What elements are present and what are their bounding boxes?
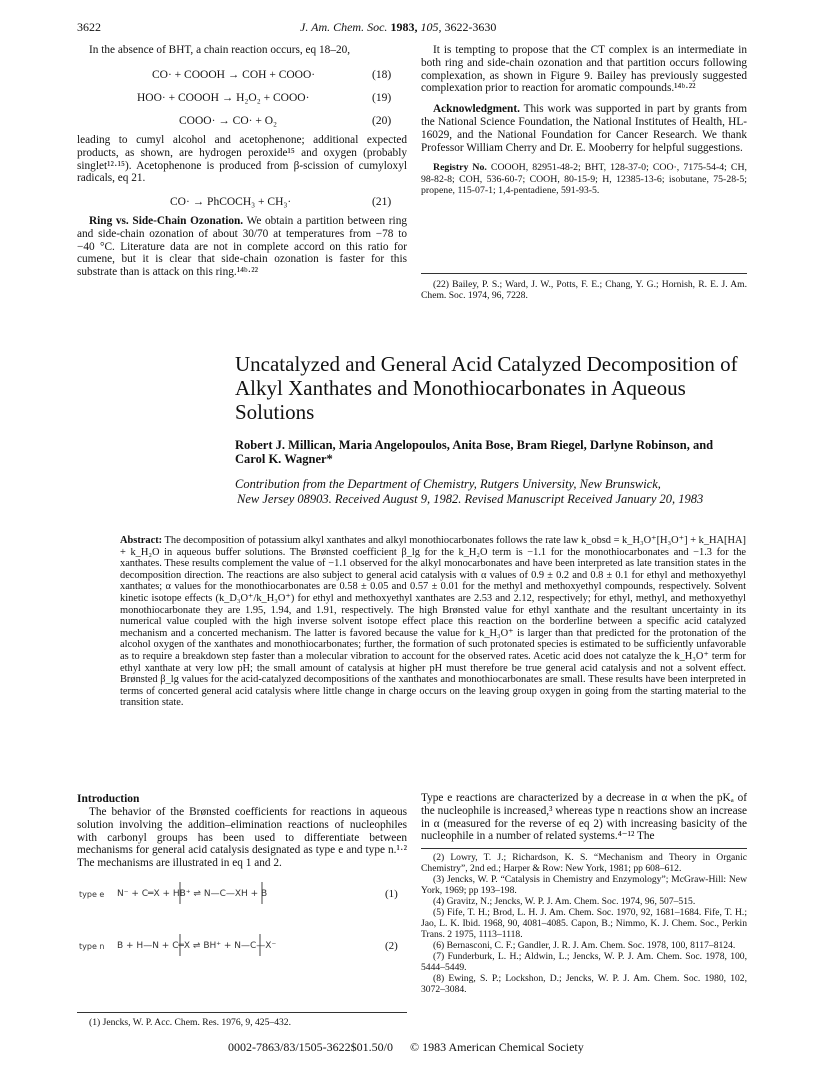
equation-number-21: (21) bbox=[372, 196, 392, 208]
reference-3: (3) Jencks, W. P. “Catalysis in Chemistry and Enzymology”; McGraw-Hill: New York, 1969; pp 193–198. bbox=[421, 874, 747, 896]
reference-1 bbox=[77, 1017, 407, 1028]
registry-body: COOOH, 82951-48-2; BHT, 128-37-0; COO·, 7175-54-4; CH, 98-82-8; COH, 536-60-7; COOH, 80-15-9; H, 12385-13-6; isobutane, 75-28-5; propene, 115-07-1; 1,4-pentadiene, 591-93-5. bbox=[421, 162, 747, 196]
left-column-top bbox=[77, 44, 407, 57]
reference-22 bbox=[421, 279, 747, 301]
reference-4: (4) Gravitz, N.; Jencks, W. P. J. Am. Chem. Soc. 1974, 96, 507–515. bbox=[433, 896, 696, 907]
equation-number-18: (18) bbox=[372, 69, 392, 81]
footer-code: 0002-7863/83/1505-3622$01.50/0 bbox=[228, 1040, 393, 1054]
left-paragraph-3 bbox=[77, 215, 407, 279]
reference-2: (2) Lowry, T. J.; Richardson, K. S. “Mechanism and Theory in Organic Chemistry”, 2nd ed.; Harper & Row: New York, 1981; pp 608–612. bbox=[421, 852, 747, 874]
article-title: Uncatalyzed and General Acid Catalyzed Decomposition of Alkyl Xanthates and Monothiocarbonates in Aqueous Solutions bbox=[235, 352, 738, 424]
reference-22-text: (22) Bailey, P. S.; Ward, J. W., Potts, F. E.; Chang, Y. G.; Hornish, R. E. J. Am. Chem. Soc. 1974, 96, 7228. bbox=[421, 279, 747, 301]
intro-line: In the absence of BHT, a chain reaction occurs, eq 18–20, bbox=[89, 44, 351, 56]
registry-head: Registry No. bbox=[433, 162, 487, 174]
equation-number-20: (20) bbox=[372, 115, 392, 127]
paragraph-ring-vs-side-chain: We obtain a partition between ring and side-chain ozonation of about 30/70 at temperatures from −78 to −40 °C. Literature data are not in complete accord on this ratio for cumene, but it is clear that side-chain ozonation is faster for this substrate than is attack on this ring.¹⁴ᵇ·²² bbox=[77, 215, 407, 279]
footer bbox=[228, 1040, 584, 1055]
mechanism-scheme bbox=[77, 872, 407, 982]
equation-number-2: (2) bbox=[385, 940, 398, 952]
page-number: 3622 bbox=[77, 20, 101, 34]
introduction-right bbox=[421, 792, 747, 843]
references-2-8 bbox=[421, 852, 747, 995]
paragraph-products: leading to cumyl alcohol and acetophenone; additional expected products, as shown, are hydrogen peroxide¹⁵ and oxygen (probably singlet¹²·¹⁵). Acetophenone is produced from β-scission of cumyloxyl radicals, eq 21. bbox=[77, 134, 407, 185]
equation-19: HOO· + COOOH → H₂O₂ + COOO· bbox=[137, 92, 310, 104]
footnote-rule-right-2 bbox=[421, 848, 747, 849]
abstract-head: Abstract: bbox=[120, 535, 163, 546]
authors-line-2: Carol K. Wagner* bbox=[235, 452, 333, 466]
reference-6: (6) Bernasconi, C. F.; Gandler, J. R. J. Am. Chem. Soc. 1978, 100, 8117–8124. bbox=[433, 940, 736, 951]
introduction-paragraph: The behavior of the Brønsted coefficients for reactions in aqueous solution involving the addition–elimination reactions of nucleophiles with carbonyl groups has been used to differentiate between mechanisms for general acid catalysis designated as type e and type n.¹·² The mechanisms are illustrated in eq 1 and 2. bbox=[77, 806, 407, 870]
scheme-type-e-label: type e bbox=[79, 890, 105, 899]
right-column-top bbox=[421, 44, 747, 196]
affiliation-line-2: New Jersey 08903. Received August 9, 1982. Revised Manuscript Received January 20, 1983 bbox=[237, 491, 704, 506]
reference-1-text: (1) Jencks, W. P. Acc. Chem. Res. 1976, 9, 425–432. bbox=[89, 1017, 291, 1028]
footnote-rule-right bbox=[421, 273, 747, 274]
section-head-ring-vs-side-chain: Ring vs. Side-Chain Ozonation. bbox=[89, 215, 244, 227]
affiliation bbox=[235, 477, 765, 506]
equation-number-19: (19) bbox=[372, 92, 392, 104]
abstract-body: The decomposition of potassium alkyl xanthates and alkyl monothiocarbonates follows the rate law k_obsd = k_H₃O⁺[H₃O⁺] + k_HA[HA] + k_H₂O in aqueous buffer solutions. The Brønsted coefficient β_lg for the k_H₂O term is −1.1 for the monothiocarbonates and −1.3 for the xanthates. These results complement the value of −1.1 observed for the alkyl monocarbonates and have been interpreted as late transition states in the decomposition direction. The reactions are also subject to general acid catalysis with α values of 0.9 ± 0.2 and 0.8 ± 0.1 for ethyl and methoxyethyl xanthates; α values for the monothiocarbonates are 0.58 ± 0.05 and 0.57 ± 0.01 for the methyl and methoxyethyl compounds, respectively. Solvent kinetic isotope effects (k_D₃O⁺/k_H₃O⁺) for ethyl and methoxyethyl xanthates are 2.53 and 2.12, respectively; for ethyl, methyl, and methoxyethyl monothiocarbonate they are 1.95, 1.94, and 1.91, respectively. The high Brønsted value for ethyl xanthate and the resultant uncertainty in its numerical value coupled with the high inverse solvent isotope effect place this reaction on the borderline between a specific acid catalyzed mechanism and a concerted mechanism. The latter is favored because the value for k_H₃O⁺ is larger than that predicted for the protonation of the alcohol oxygen of the xanthates and monothiocarbonates; further, the formation of such protonated species is estimated to be sufficiently unfavorable as to require a breakdown step faster than a molecular vibration to account for the observed rates. Acetic acid does not catalyze the k_H₃O⁺ term for ethyl xanthate at very low pH; the small amount of catalysis at higher pH must therefore be true general acid catalysis and not a solvent effect. Brønsted β_lg values for the acid-catalyzed decompositions of the xanthates and monothiocarbonates are small. These results have been interpreted in terms of concerted general acid catalysis where little change in charge occurs on the leaving group oxygen in going from the starting material to the transition state. bbox=[120, 535, 746, 709]
abstract bbox=[120, 535, 746, 709]
introduction-heading: Introduction bbox=[77, 793, 140, 805]
journal-pages: 3622-3630 bbox=[444, 20, 497, 34]
running-header bbox=[300, 20, 496, 35]
reference-7: (7) Funderburk, L. H.; Aldwin, L.; Jencks, W. P. J. Am. Chem. Soc. 1978, 100, 5444–5449. bbox=[421, 951, 747, 973]
introduction bbox=[77, 792, 407, 870]
equation-18: CO· + COOOH → COH + COOO· bbox=[152, 69, 316, 81]
affiliation-line-1: Contribution from the Department of Chemistry, Rutgers University, New Brunswick, bbox=[235, 477, 661, 491]
scheme-type-n-label: type n bbox=[79, 942, 105, 951]
acknowledgment-head: Acknowledgment. bbox=[433, 103, 520, 116]
authors-line-1: Robert J. Millican, Maria Angelopoulos, Anita Bose, Bram Riegel, Darlyne Robinson, and bbox=[235, 438, 714, 452]
acknowledgment-body: This work was supported in part by grants from the National Science Foundation, the National Institutes of Health, HL-16029, and the National Foundation for Cancer Research. We thank Professor William Cherry and Dr. E. Mooberry for helpful suggestions. bbox=[421, 103, 747, 154]
journal-volume: 105, bbox=[420, 20, 442, 34]
reference-8: (8) Ewing, S. P.; Lockshon, D.; Jencks, W. P. J. Am. Chem. Soc. 1980, 102, 3072–3084. bbox=[421, 973, 747, 995]
authors bbox=[235, 438, 755, 466]
paragraph-ct-complex: It is tempting to propose that the CT complex is an intermediate in both ring and side-chain ozonation and that partition occurs following complexation, as shown in Figure 9. Bailey has previously suggested complexation prior to reaction for aromatic compounds.¹⁴ᵇ·²² bbox=[421, 44, 747, 95]
journal-year: 1983, bbox=[390, 20, 418, 34]
journal-name: J. Am. Chem. Soc. bbox=[300, 20, 388, 34]
equation-20: COOO· → CO· + O₂ bbox=[179, 115, 278, 127]
footnote-rule-left bbox=[77, 1012, 407, 1013]
introduction-right-paragraph: Type e reactions are characterized by a decrease in α when the pKₐ of the nucleophile is increased,³ whereas type n reactions show an increase in α (measured for the reverse of eq 2) with increasing basicity of the nucleophile in a number of related systems.⁴⁻¹² The bbox=[421, 792, 747, 843]
scheme-type-n-equation: B + H—N + C═X ⇌ BH⁺ + N—C—X⁻ bbox=[117, 941, 277, 951]
equation-number-1: (1) bbox=[385, 888, 398, 900]
footer-copyright: © 1983 American Chemical Society bbox=[410, 1040, 584, 1054]
scheme-type-e-equation: N⁻ + C═X + HB⁺ ⇌ N—C—XH + B bbox=[117, 889, 268, 899]
equation-21: CO· → PhCOCH₃ + CH₃· bbox=[170, 196, 292, 208]
left-paragraph-2 bbox=[77, 134, 407, 185]
reference-5: (5) Fife, T. H.; Brod, L. H. J. Am. Chem. Soc. 1970, 92, 1681–1684. Fife, T. H.; Jao, L. K. Ibid. 1968, 90, 4081–4085. Capon, B.; Nimmo, K. J. Chem. Soc., Perkin Trans. 2 1975, 1113–1118. bbox=[421, 907, 747, 940]
